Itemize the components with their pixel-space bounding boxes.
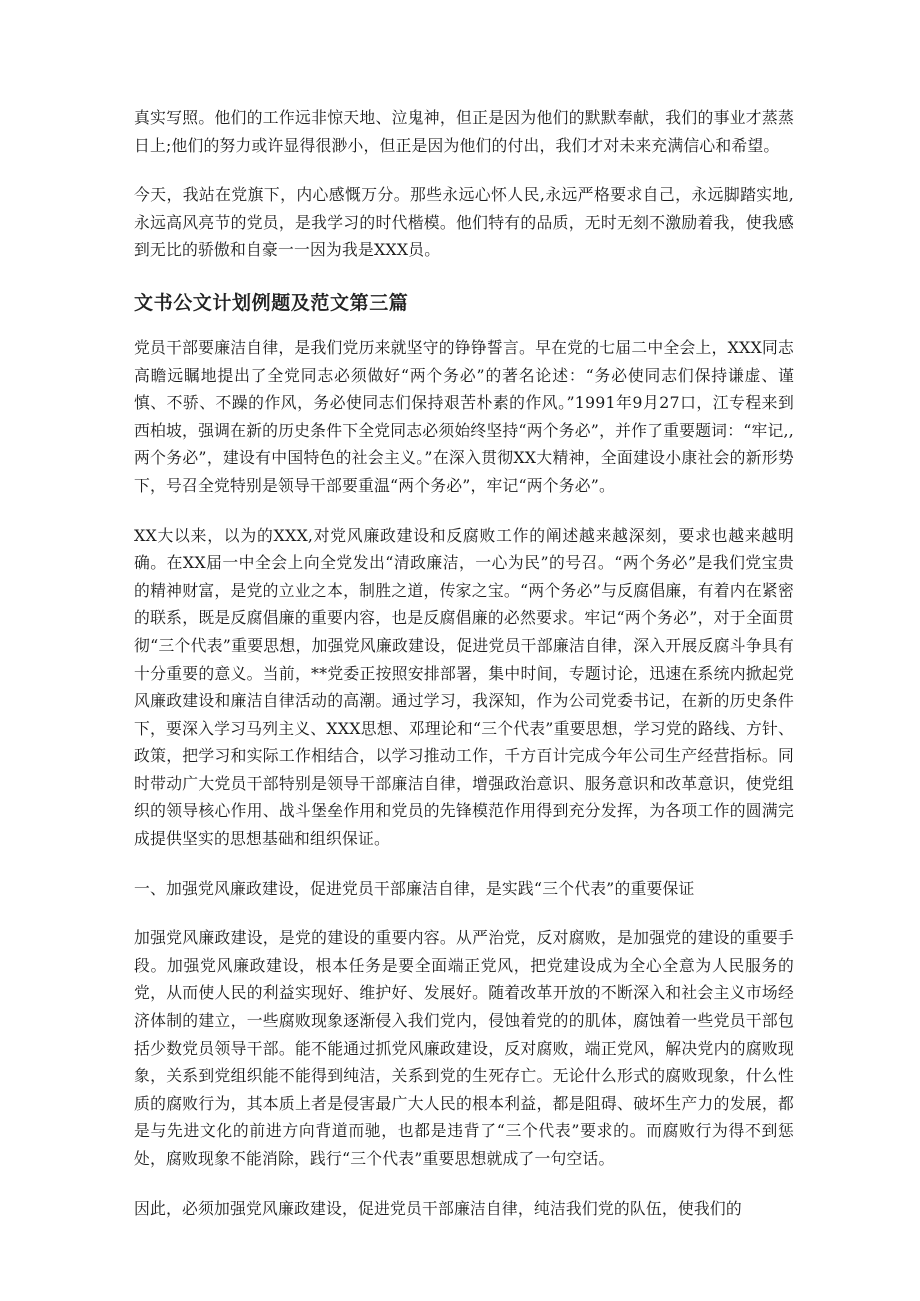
document-page (134, 104, 794, 1222)
section-title: 文书公文计划例题及范文第三篇 (134, 291, 409, 314)
paragraph-body-1: 加强党风廉政建设，是党的建设的重要内容。从严治党，反对腐败，是加强党的建设的重要手段。加强党风廉政建设，根本任务是要全面端正党风，把党建设成为全心全意为人民服务的党，从而使人民的利益实现好、维护好、发展好。随着改革开放的不断深入和社会主义市场经济体制的建立，一些腐败现象逐渐侵入我们党内，侵蚀着党的的肌体，腐蚀着一些党员干部包括少数党员领导干部。能不能通过抓党风廉政建设，反对腐败，端正党风，解决党内的腐败现象，关系到党组织能不能得到纯洁，关系到党的生死存亡。无论什么形式的腐败现象，什么性质的腐败行为，其本质上者是侵害最广大人民的根本利益，都是阻碍、破坏生产力的发展，都是与先进文化的前进方向背道而驰，也都是违背了“三个代表”要求的。而腐败行为得不到惩处，腐败现象不能消除，践行“三个代表”重要思想就成了一句空话。 (134, 928, 794, 1168)
paragraph-intro-2: 今天，我站在党旗下，内心感慨万分。那些永远心怀人民,永远严格要求自己，永远脚踏实地,永远高风亮节的党员，是我学习的时代楷模。他们特有的品质，无时无刻不激励着我，使我感到无比的骄傲和自豪一一因为我是XXX员。 (134, 185, 794, 260)
paragraph-body-2: 因此，必须加强党风廉政建设，促进党员干部廉洁自律，纯洁我们党的队伍，使我们的 (134, 1198, 742, 1218)
subheading: 一、加强党风廉政建设，促进党员干部廉洁自律，是实践“三个代表”的重要保证 (134, 878, 695, 898)
paragraph-main-2: XX大以来，以为的XXX,对党风廉政建设和反腐败工作的阐述越来越深刻，要求也越来越明确。在XX届一中全会上向全党发出“清政廉洁，一心为民”的号召。“两个务必”是我们党宝贵的精神财富，是党的立业之本，制胜之道，传家之宝。“两个务必”与反腐倡廉，有着内在紧密的联系，既是反腐倡廉的重要内容，也是反腐倡廉的必然要求。牢记“两个务必”，对于全面贯彻“三个代表”重要思想，加强党风廉政建设，促进党员干部廉洁自律，深入开展反腐斗争具有十分重要的意义。当前，**党委正按照安排部署，集中时间，专题讨论，迅速在系统内掀起党风廉政建设和廉洁自律活动的高潮。通过学习，我深知，作为公司党委书记，在新的历史条件下，要深入学习马列主义、XXX思想、邓理论和“三个代表”重要思想，学习党的路线、方针、政策，把学习和实际工作相结合，以学习推动工作，千方百计完成今年公司生产经营指标。同时带动广大党员干部特别是领导干部廉洁自律，增强政治意识、服务意识和改革意识，使党组织的领导核心作用、战斗堡垒作用和党员的先锋模范作用得到充分发挥，为各项工作的圆满完成提供坚实的思想基础和组织保证。 (134, 525, 794, 849)
paragraph-intro-1: 真实写照。他们的工作远非惊天地、泣鬼神，但正是因为他们的默默奉献，我们的事业才蒸蒸日上;他们的努力或许显得很渺小，但正是因为他们的付出，我们才对未来充满信心和希望。 (134, 108, 794, 155)
paragraph-main-1: 党员干部要廉洁自律，是我们党历来就坚守的铮铮誓言。早在党的七届二中全会上，XXX同志高瞻远瞩地提出了全党同志必须做好“两个务必”的著名论述：“务必使同志们保持谦虚、谨慎、不骄、不躁的作风，务必使同志们保持艰苦朴素的作风。”1991年9月27口，江专程来到西柏坡，强调在新的历史条件下全党同志必须始终坚持“两个务必”，并作了重要题词：“牢记,,两个务必”，建设有中国特色的社会主义。”在深入贯彻XX大精神，全面建设小康社会的新形势下，号召全党特别是领导干部要重温“两个务必”，牢记“两个务必”。 (134, 337, 794, 495)
